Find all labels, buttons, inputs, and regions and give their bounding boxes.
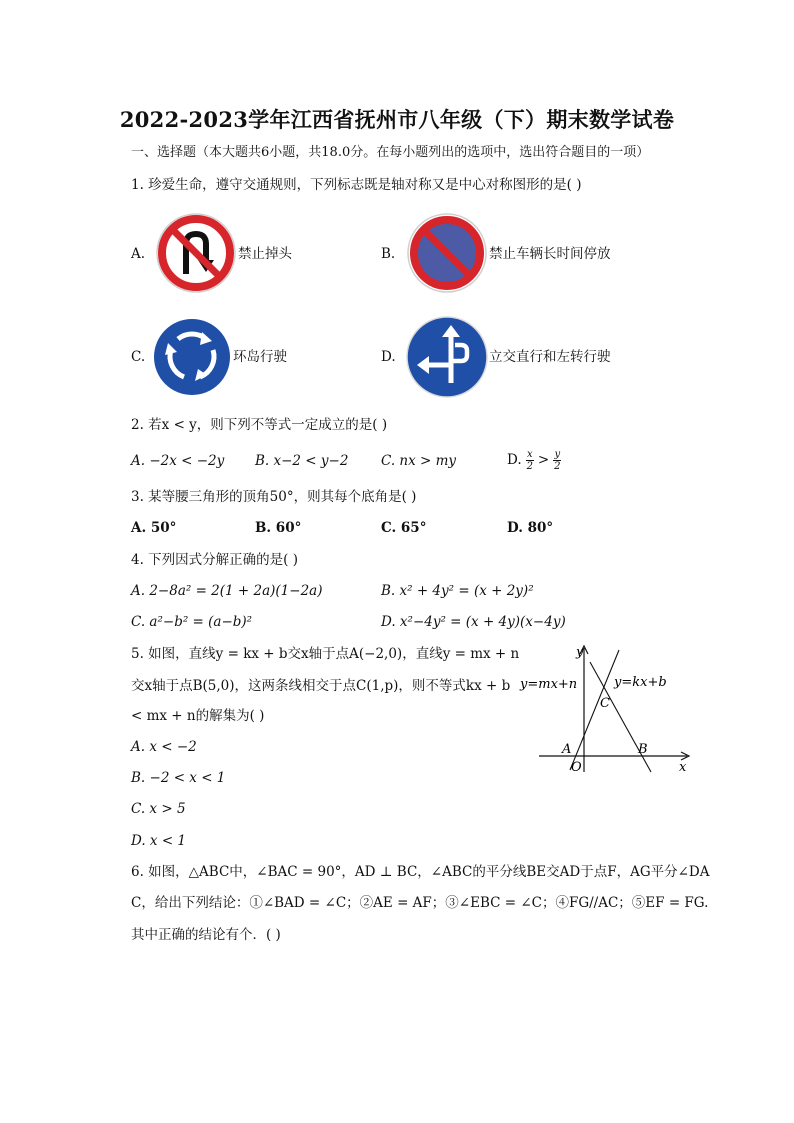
q1-option-a-letter: A. (131, 246, 146, 262)
q3-option-a: A. 50° (131, 520, 177, 536)
q4-option-b: B. x² + 4y² = (x + 2y)² (381, 583, 534, 599)
question-1-stem: 1. 珍爱生命，遵守交通规则，下列标志既是轴对称又是中心对称图形的是( ) (131, 177, 582, 193)
no-u-turn-sign-icon (155, 212, 237, 294)
q5-graph-figure (515, 640, 695, 780)
question-6-line-3: 其中正确的结论有个．( ) (131, 927, 281, 943)
section-heading: 一、选择题（本大题共6小题，共18.0分。在每小题列出的选项中，选出符合题目的一项） (131, 145, 650, 160)
q1-option-c-label: 环岛行驶 (233, 349, 287, 365)
q5-option-a: A. x < −2 (131, 739, 197, 755)
question-5-line-1: 5. 如图，直线y = kx + b交x轴于点A(−2,0)，直线y = mx + n (131, 646, 520, 662)
y-axis-label: y (576, 645, 584, 660)
q3-option-c: C. 65° (381, 520, 427, 536)
q2-option-b: B. x−2 < y−2 (255, 453, 349, 469)
q2-option-d (507, 449, 561, 472)
q4-option-a: A. 2−8a² = 2(1 + 2a)(1−2a) (131, 583, 323, 599)
q3-option-b: B. 60° (255, 520, 302, 536)
x-axis-label: x (679, 760, 687, 775)
q1-option-c-letter: C. (131, 349, 146, 365)
line-kx-plus-b-label: y=kx+b (614, 675, 667, 690)
no-long-parking-sign-icon (406, 212, 488, 294)
q1-option-d-letter: D. (381, 349, 396, 365)
point-a-label: A (562, 742, 572, 757)
question-3-stem: 3. 某等腰三角形的顶角50°，则其每个底角是( ) (131, 489, 417, 505)
q5-option-c: C. x > 5 (131, 801, 186, 817)
q2-option-a: A. −2x < −2y (131, 453, 225, 469)
page-title: 2022-2023学年江西省抚州市八年级（下）期末数学试卷 (119, 107, 675, 132)
q1-option-d-label: 立交直行和左转行驶 (489, 349, 611, 365)
origin-label: O (571, 760, 582, 775)
question-6-line-2: C，给出下列结论：①∠BAD = ∠C；②AE = AF；③∠EBC = ∠C；④FG//AC；⑤EF = FG. (131, 895, 709, 911)
q4-option-d: D. x²−4y² = (x + 4y)(x−4y) (381, 614, 566, 630)
question-5-line-2: 交x轴于点B(5,0)，这两条线相交于点C(1,p)，则不等式kx + b (131, 678, 511, 694)
q2-option-c: C. nx > my (381, 453, 457, 469)
q5-option-b: B. −2 < x < 1 (131, 770, 226, 786)
q2-option-d-letter: D. (507, 452, 522, 468)
q2-d-fraction-y: $\frac{y}{2}$ (554, 449, 561, 472)
question-2-stem: 2. 若x < y，则下列不等式一定成立的是( ) (131, 417, 388, 433)
roundabout-sign-icon (152, 317, 232, 397)
question-5-line-3: < mx + n的解集为( ) (131, 708, 265, 724)
q5-option-d: D. x < 1 (131, 833, 187, 849)
q3-option-d: D. 80° (507, 520, 554, 536)
q2-d-fraction-x: $\frac{x}{2}$ (526, 449, 533, 472)
q2-d-operator: > (537, 452, 550, 468)
q4-option-c: C. a²−b² = (a−b)² (131, 614, 253, 630)
q1-option-b-letter: B. (381, 246, 396, 262)
point-b-label: B (638, 742, 648, 757)
point-c-label: C (600, 696, 610, 711)
question-4-stem: 4. 下列因式分解正确的是( ) (131, 552, 298, 568)
line-kx-plus-b (570, 650, 619, 770)
q1-option-b-label: 禁止车辆长时间停放 (489, 246, 611, 262)
question-6-line-1: 6. 如图，△ABC中，∠BAC = 90°，AD ⊥ BC，∠ABC的平分线BE交AD于点F，AG平分∠DA (131, 864, 710, 880)
straight-and-left-turn-sign-icon (405, 315, 489, 399)
line-mx-plus-n-label: y=mx+n (520, 677, 578, 692)
q1-option-a-label: 禁止掉头 (238, 246, 292, 262)
